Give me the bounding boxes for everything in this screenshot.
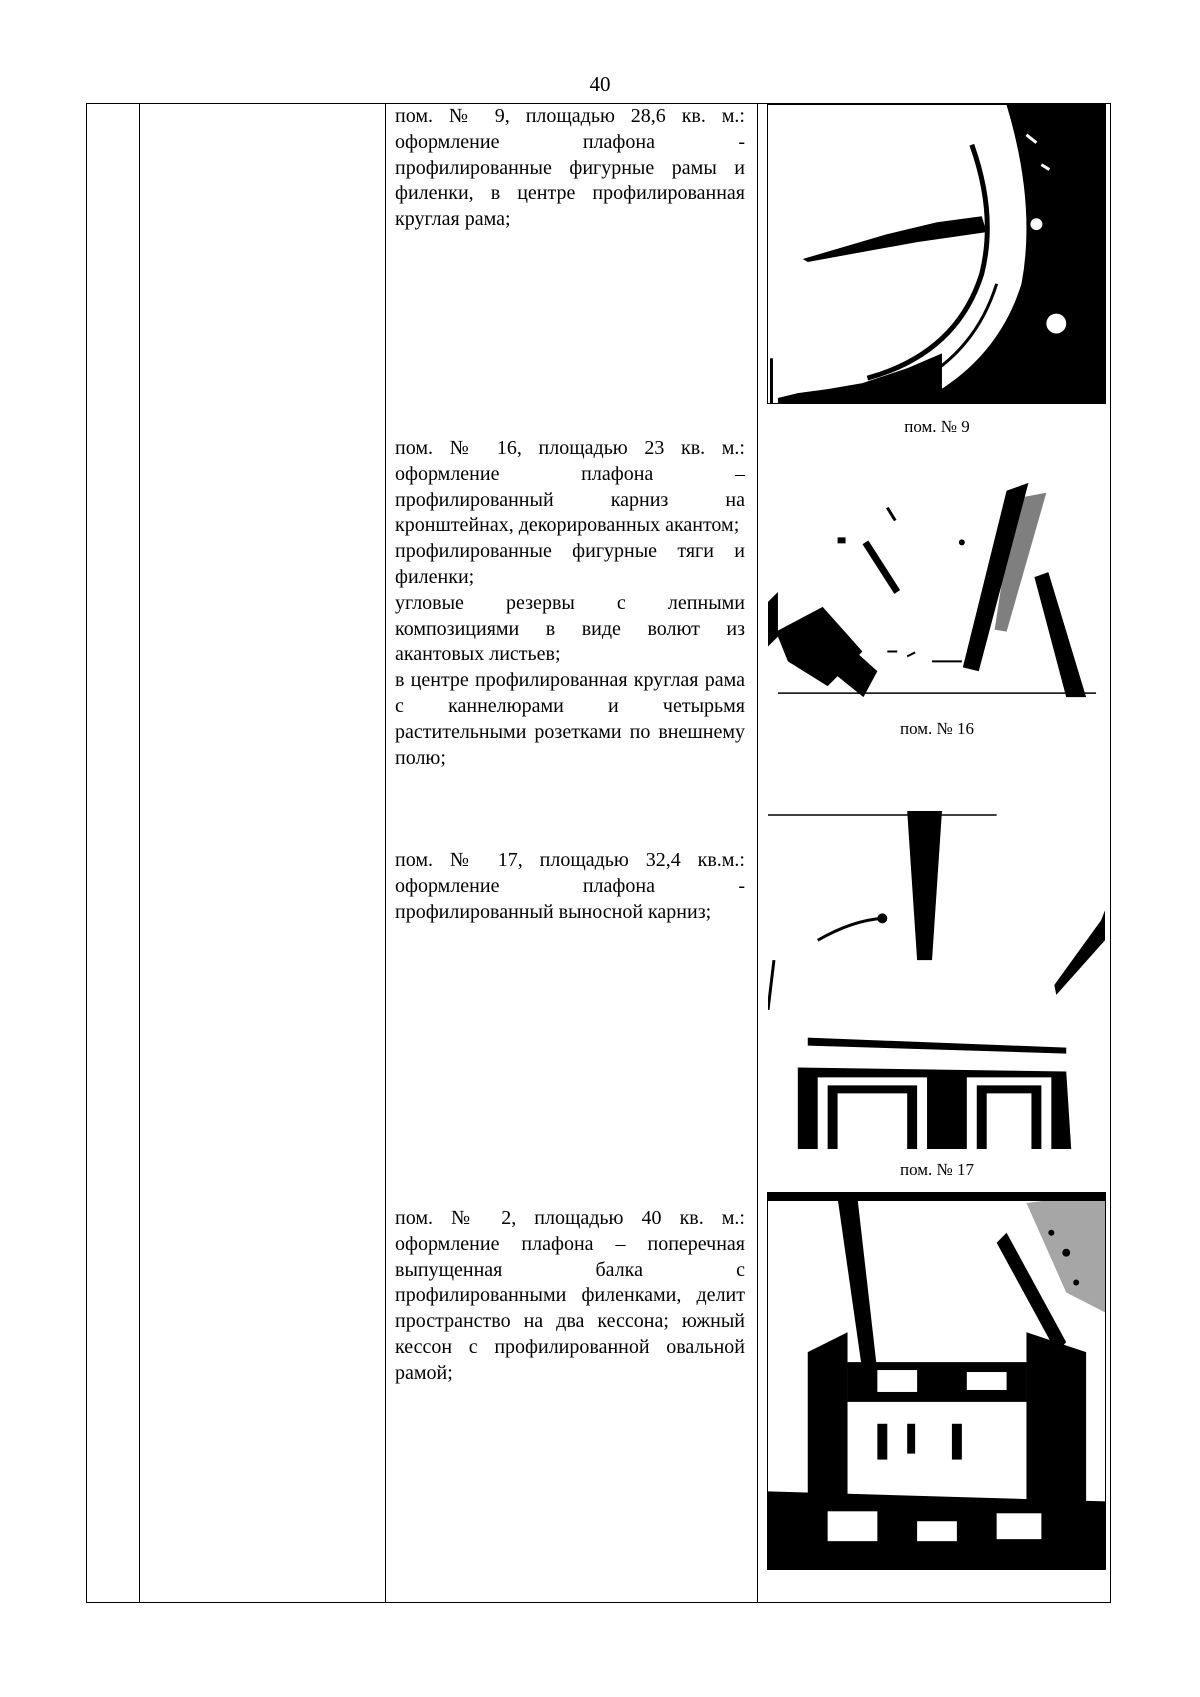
- room-16-photo: [767, 462, 1106, 708]
- column-divider-2: [385, 104, 386, 1602]
- room-9-text: пом. № 9, площадью 28,6 кв. м.: оформление плафона - профилированные фигурные рамы и филенки, в центре профилированная круглая рама;: [395, 105, 745, 231]
- room-16-text-3: угловые резервы с лепными композициями в виде волют из акантовых листьев;: [395, 591, 745, 666]
- room-16-description: [395, 436, 745, 771]
- room-17-photo: [767, 810, 1106, 1150]
- column-divider-3: [757, 104, 758, 1602]
- room-16-text-4: в центре профилированная круглая рама с каннелюрами и четырьмя растительными розетками по внешнему полю;: [395, 669, 745, 769]
- room-2-description: [395, 1206, 745, 1387]
- room-17-photo-caption: пом. № 17: [899, 1160, 974, 1179]
- column-divider-1: [139, 104, 140, 1602]
- room-9-description: [395, 104, 745, 233]
- room-9-photo: [767, 104, 1106, 404]
- room-17-description: [395, 848, 745, 925]
- room-2-text: пом. № 2, площадью 40 кв. м.: оформление плафона – поперечная выпущенная балка с профилированными филенками, делит пространство на два кессона; южный кессон с профилированной овальной рамой;: [395, 1207, 745, 1384]
- page-number: 40: [589, 72, 611, 96]
- room-9-photo-caption: пом. № 9: [904, 417, 970, 436]
- room-16-photo-caption: пом. № 16: [899, 719, 974, 738]
- room-2-photo: [767, 1192, 1106, 1570]
- room-16-text-1: пом. № 16, площадью 23 кв. м.: оформление плафона – профилированный карниз на кронштейнах, декорированных акантом;: [395, 437, 745, 537]
- room-17-text: пом. № 17, площадью 32,4 кв.м.: оформление плафона - профилированный выносной карниз;: [395, 849, 745, 923]
- room-16-text-2: профилированные фигурные тяги и филенки;: [395, 540, 745, 588]
